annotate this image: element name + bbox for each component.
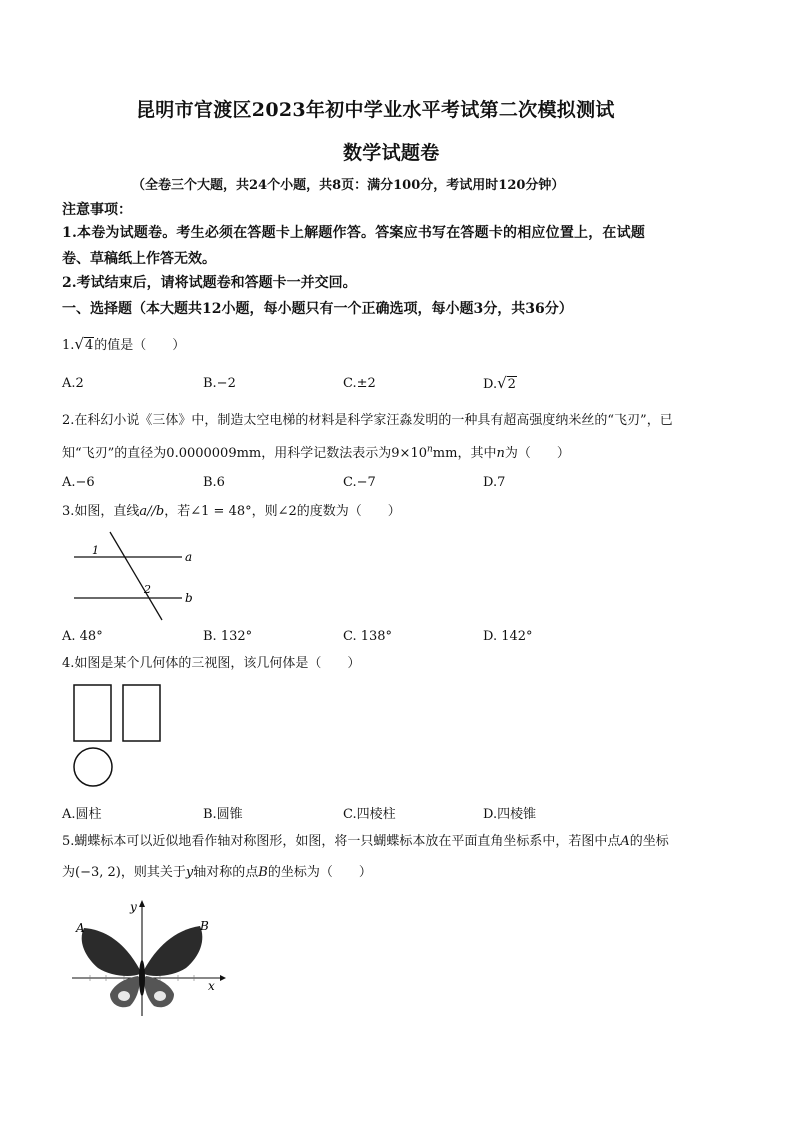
q1-option-d-radicand: 2 (507, 377, 516, 392)
y-axis-arrow (139, 900, 145, 907)
q2-option-d: D.7 (483, 475, 506, 490)
q1-option-b: B.−2 (203, 376, 236, 391)
q2-variable: n (496, 446, 505, 461)
y-axis-var: y (185, 865, 194, 880)
top-view-circle (74, 748, 112, 786)
q2-text: 为（ ） (504, 446, 570, 461)
q3-stem (62, 500, 401, 519)
q1-option-d-label: D. (483, 377, 498, 392)
notes-heading: 注意事项： (62, 202, 132, 218)
q4-option-b: B.圆锥 (203, 807, 243, 822)
q1-option-c: C.±2 (343, 376, 376, 391)
section-1-heading: 一、选择题（本大题共12小题，每小题只有一个正确选项，每小题3分，共36分） (62, 301, 573, 317)
sqrt-symbol: √ (74, 335, 84, 353)
q4-option-d: D.四棱锥 (483, 807, 537, 822)
page-subtitle: 数学试题卷 (343, 142, 440, 164)
right-wing-spot (154, 991, 166, 1001)
q3-option-c: C. 138° (343, 629, 393, 644)
q3-option-d: D. 142° (483, 629, 533, 644)
q2-text: ，用科学记数法表示为 (261, 446, 392, 461)
q2-unit: mm (432, 446, 458, 461)
q2-diameter-value: 0.0000009mm (166, 446, 262, 461)
q2-text: ，其中 (457, 446, 497, 461)
side-view-rect (123, 685, 160, 741)
q3-text: 3.如图，直线 (62, 504, 140, 519)
q4-option-a: A.圆柱 (62, 807, 102, 822)
q2-text: 知“飞刃”的直径为 (62, 446, 167, 461)
angle-2-label: 2 (144, 583, 151, 596)
q3-option-b: B. 132° (203, 629, 253, 644)
note-item-2: 2.考试结束后，请将试题卷和答题卡一并交回。 (62, 275, 357, 291)
q5-text: 为 (62, 865, 76, 880)
y-axis-label: y (130, 900, 137, 914)
q3-parallel-expr: a//b (139, 504, 165, 519)
point-b-label: B (200, 919, 209, 933)
q2-option-b: B.6 (203, 475, 225, 490)
q5-text: 的坐标 (629, 834, 669, 849)
butterfly-body (139, 960, 145, 996)
q2-sci-notation: 9×10 (391, 446, 427, 461)
q5-stem-line-1 (62, 830, 669, 849)
q2-exponent: n (427, 444, 433, 455)
q3-parallel-lines-figure (70, 530, 200, 622)
line-a-label: a (185, 550, 193, 564)
q1-option-d (483, 374, 517, 392)
sqrt-symbol: √ (497, 374, 507, 392)
front-view-rect (74, 685, 111, 741)
q5-text: ，则其关于 (120, 865, 186, 880)
point-a-label: A (76, 921, 85, 935)
x-axis-arrow (220, 975, 226, 981)
q1-number: 1. (62, 338, 75, 353)
transversal-line (110, 532, 162, 620)
q4-option-c: C.四棱柱 (343, 807, 396, 822)
q2-stem-line-1: 2.在科幻小说《三体》中，制造太空电梯的材料是科学家汪淼发明的一种具有超高强度纳米丝的“飞刃”，已 (62, 413, 673, 428)
q1-radicand: 4 (84, 338, 94, 353)
q5-butterfly-figure (70, 898, 230, 1018)
q4-stem: 4.如图是某个几何体的三视图，该几何体是（ ） (62, 656, 361, 671)
left-wing-spot (118, 991, 130, 1001)
q2-option-c: C.−7 (343, 475, 376, 490)
point-a-coord: (−3, 2) (75, 865, 121, 880)
q4-three-views-figure (70, 683, 170, 793)
point-b-var: B (258, 865, 268, 880)
q5-text: 的坐标为（ ） (267, 865, 372, 880)
q2-option-a: A.−6 (62, 475, 95, 490)
x-axis-label: x (208, 979, 215, 993)
left-upper-wing (82, 928, 140, 976)
exam-info: （全卷三个大题，共24个小题，共8页：满分100分，考试用时120分钟） (132, 178, 565, 193)
point-a-var: A (620, 834, 630, 849)
page-title: 昆明市官渡区2023年初中学业水平考试第二次模拟测试 (136, 99, 615, 121)
q1-stem-rest: 的值是（ ） (94, 338, 186, 353)
q3-option-a: A. 48° (62, 629, 103, 644)
q5-text: 5.蝴蝶标本可以近似地看作轴对称图形，如图，将一只蝴蝶标本放在平面直角坐标系中，若图中点 (62, 834, 621, 849)
q3-text: ，若∠1 = 48°，则∠2的度数为（ ） (164, 504, 401, 519)
q5-stem-line-2 (62, 861, 372, 880)
q5-text: 轴对称的点 (193, 865, 259, 880)
line-b-label: b (185, 591, 193, 605)
q2-stem-line-2 (62, 442, 570, 461)
q1-stem (62, 334, 185, 353)
note-item-1-line-1: 1.本卷为试题卷。考生必须在答题卡上解题作答。答案应书写在答题卡的相应位置上，在试题 (62, 225, 646, 241)
angle-1-label: 1 (92, 544, 99, 557)
note-item-1-line-2: 卷、草稿纸上作答无效。 (62, 251, 216, 267)
q1-option-a: A.2 (62, 376, 84, 391)
right-upper-wing (144, 926, 202, 976)
